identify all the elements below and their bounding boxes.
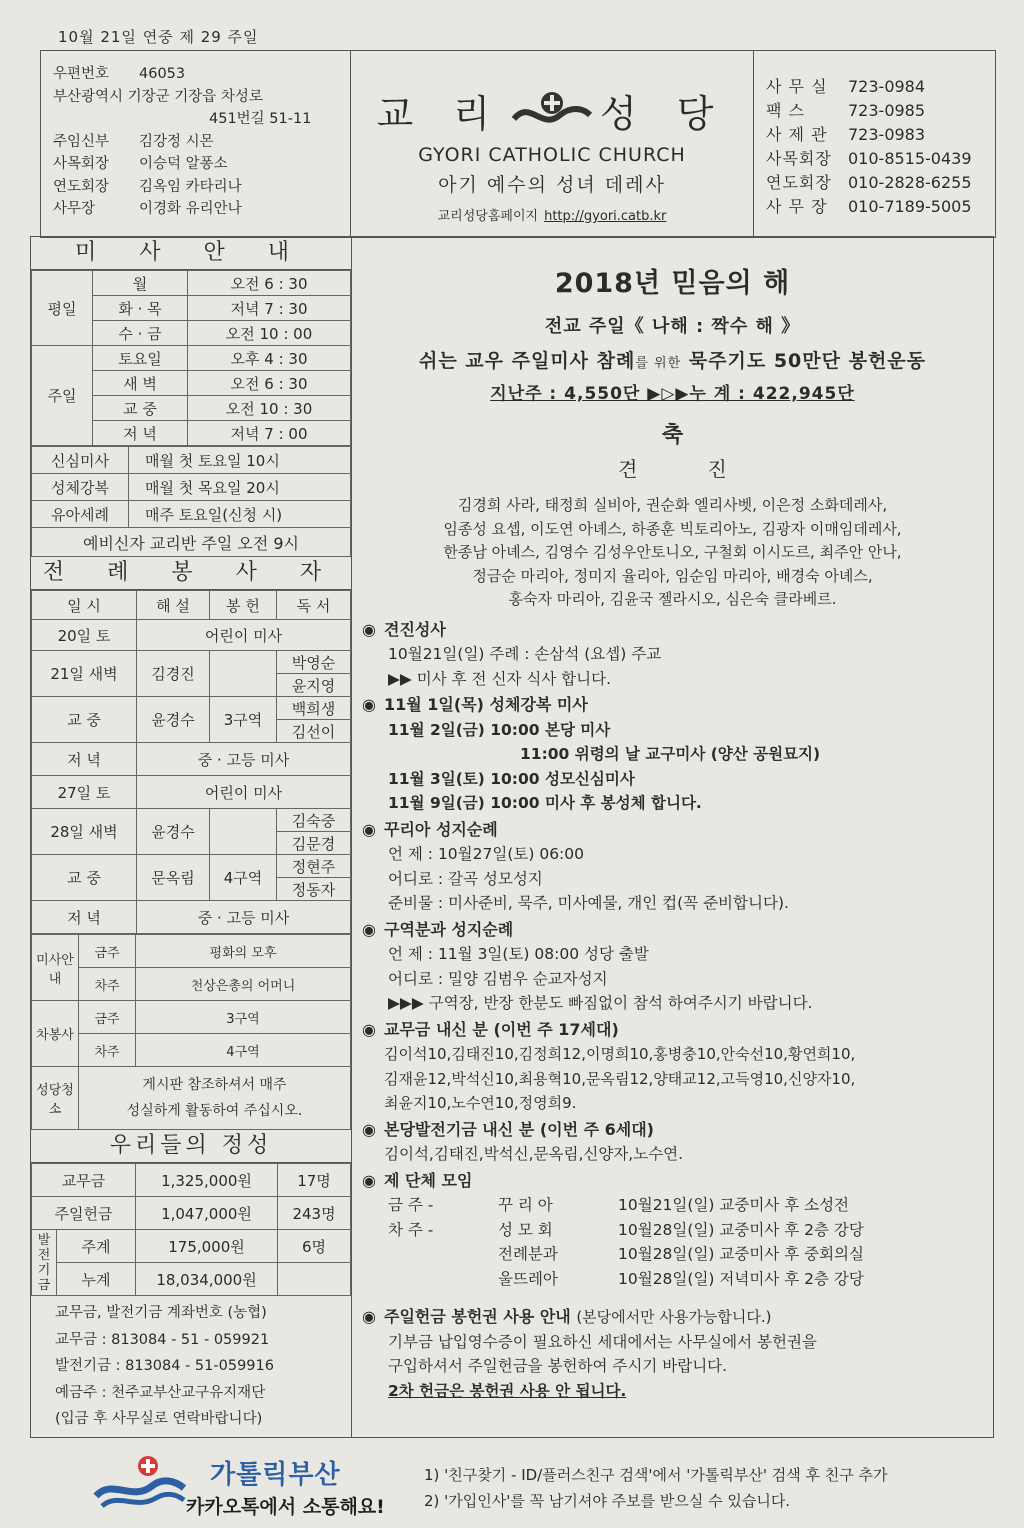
offering-count: 6명 <box>278 1230 351 1263</box>
parish-info <box>41 51 351 237</box>
servers-reader: 윤지영 <box>277 674 351 697</box>
church-clean-label: 성당청소 <box>32 1067 79 1130</box>
offering-key: 누계 <box>57 1263 136 1296</box>
congrats-word: 견진 <box>618 457 797 481</box>
homepage-link[interactable]: http://gyori.catb.kr <box>544 209 667 224</box>
contact-key: 연도회장 <box>766 173 832 192</box>
servers-offertory <box>210 809 277 855</box>
mass-time: 저녁 7 : 30 <box>188 296 351 321</box>
info-value: 김옥임 카타리나 <box>139 178 242 195</box>
bullet-icon: ◉ <box>362 619 376 639</box>
servers-reader: 김숙중 <box>277 809 351 832</box>
offering-count: 17명 <box>278 1164 351 1197</box>
catholic-busan-logo-icon <box>92 1452 188 1512</box>
meeting-time: 10월28일(일) 교중미사 후 2층 강당 <box>618 1220 864 1239</box>
bullet-icon: ◉ <box>362 1119 376 1139</box>
announcement-title: 11월 1일(목) 성체강복 미사 <box>384 695 588 714</box>
names-line: 임종성 요셉, 이도연 아녜스, 하종훈 빅토리아노, 김광자 이매임데레사, <box>443 519 902 538</box>
servers-header: 독 서 <box>277 591 351 620</box>
duty-value: 3구역 <box>136 1001 351 1034</box>
contact-numbers <box>754 51 995 237</box>
meeting-group: 전례분과 <box>498 1245 558 1263</box>
mass-time: 오전 10 : 30 <box>188 396 351 421</box>
meeting-group: 울뜨레아 <box>498 1269 558 1288</box>
main-title: 2018년 믿음의 해 <box>554 268 791 299</box>
meeting-row <box>362 1193 993 1218</box>
announcement-line: 11:00 위령의 날 교구미사 (양산 공원묘지) <box>520 745 821 763</box>
footer-note: 2) '가입인사'를 꼭 남기셔야 주보를 받으실 수 있습니다. <box>424 1492 791 1510</box>
footer-subtitle: 카카오톡에서 소통해요! <box>186 1496 385 1518</box>
announcement <box>362 818 993 916</box>
contact-key: 사 무 실 <box>766 77 828 96</box>
contact-key: 팩 스 <box>766 101 805 120</box>
weekday-label: 평일 <box>32 271 93 346</box>
servers-reader: 박영순 <box>277 651 351 674</box>
info-value: 이경화 유리안나 <box>139 201 242 217</box>
mass-day: 월 <box>93 271 188 296</box>
offering-table <box>31 1163 351 1296</box>
names-line: 정금순 마리아, 정미지 율리아, 임순임 마리아, 배경숙 아녜스, <box>472 566 873 585</box>
offering-key: 주일헌금 <box>32 1197 136 1230</box>
church-logo <box>351 83 753 138</box>
servers-note: 어린이 미사 <box>137 620 351 651</box>
info-key: 사목회장 <box>53 156 110 172</box>
meeting-group: 꾸 리 아 <box>498 1196 553 1214</box>
servers-commentator: 김경진 <box>137 651 210 697</box>
bulletin-date: 10월 21일 연중 제 29 주일 <box>58 28 259 46</box>
meeting-row <box>362 1218 993 1243</box>
sunday-label: 주일 <box>32 346 93 446</box>
announcement-line: 10월21일(일) 주례 : 손삼석 (요셉) 주교 <box>388 645 662 663</box>
account-line: 발전기금 : 813084 - 51-059916 <box>55 1358 274 1374</box>
mission-sunday: 전교 주일《 나해 : 짝수 해 》 <box>544 316 801 337</box>
contact-value: 010-8515-0439 <box>848 149 972 168</box>
mass-time: 저녁 7 : 00 <box>188 421 351 446</box>
meeting-time: 10월28일(일) 저녁미사 후 2층 강당 <box>618 1269 864 1288</box>
servers-header: 해 설 <box>137 591 210 620</box>
announcement <box>362 918 993 1016</box>
duty-key: 차주 <box>79 968 136 1001</box>
announcement-title-note: (본당에서만 사용가능합니다.) <box>576 1308 772 1326</box>
extra-value: 매월 첫 목요일 20시 <box>129 474 351 501</box>
church-logo-block <box>351 51 754 237</box>
rosary-count: 지난주 : 4,550단 ▶▷▶누 계 : 422,945단 <box>490 384 855 404</box>
right-column <box>352 236 994 1438</box>
meeting-time: 10월21일(일) 교중미사 후 소성전 <box>618 1196 850 1214</box>
meeting-row <box>362 1242 993 1267</box>
announcement-line: 2차 헌금은 봉헌권 사용 안 됩니다. <box>388 1381 627 1400</box>
church-patron: 아기 예수의 성녀 데레사 <box>438 174 666 196</box>
logo-text-left: 교 리 <box>376 92 504 136</box>
church-clean-line: 게시판 참조하셔서 매주 <box>142 1077 287 1093</box>
mass-extra-table <box>31 446 351 557</box>
congrats-char: 축 <box>661 423 684 448</box>
mass-day: 교 중 <box>93 396 188 421</box>
footer <box>0 1438 1024 1528</box>
mass-time: 오전 10 : 00 <box>188 321 351 346</box>
servers-reader: 정현주 <box>277 855 351 878</box>
servers-reader: 백희생 <box>277 697 351 720</box>
info-value: 부산광역시 기장군 기장읍 차성로 <box>53 88 263 105</box>
offering-key: 주계 <box>57 1230 136 1263</box>
church-english-name: GYORI CATHOLIC CHURCH <box>418 144 686 166</box>
info-value: 이승덕 알퐁소 <box>139 156 228 172</box>
info-key: 주임신부 <box>53 133 110 150</box>
account-line: 교무금 : 813084 - 51 - 059921 <box>55 1331 270 1348</box>
announcement-line: 언 제 : 10월27일(토) 06:00 <box>388 845 585 863</box>
servers-commentator: 윤경수 <box>137 697 210 743</box>
announcement-title: 꾸리아 성지순례 <box>384 819 498 839</box>
servers-reader: 김문경 <box>277 832 351 855</box>
offering-count <box>278 1263 351 1296</box>
header <box>40 50 996 238</box>
bullet-icon: ◉ <box>362 1170 376 1190</box>
homepage-label: 교리성당홈페이지 <box>437 209 539 224</box>
duty-key: 금주 <box>79 1001 136 1034</box>
confirmation-congrats <box>352 418 993 482</box>
mass-schedule-table <box>31 270 351 446</box>
servers-title: 전 례 봉 사 자 <box>31 557 351 590</box>
info-value: 451번길 51-11 <box>209 111 312 127</box>
mass-time: 오후 4 : 30 <box>188 346 351 371</box>
announcement-line: 준비물 : 미사준비, 묵주, 미사예물, 개인 컵(꼭 준비합니다). <box>388 894 789 912</box>
announcement-title: 교무금 내신 분 (이번 주 17세대) <box>384 1019 619 1039</box>
announcement <box>362 1018 993 1116</box>
cleaning-label: 차봉사 <box>32 1001 79 1067</box>
contact-key: 사 제 관 <box>766 125 828 144</box>
offering-title: 우리들의 정성 <box>31 1130 351 1163</box>
offering-amount: 18,034,000원 <box>136 1263 278 1296</box>
announcement-title: 본당발전기금 내신 분 (이번 주 6세대) <box>384 1119 654 1139</box>
announcement <box>362 618 993 692</box>
duty-key: 금주 <box>79 935 136 968</box>
servers-table <box>31 590 351 934</box>
announcement-line: 어디로 : 갈곡 성모성지 <box>388 869 543 888</box>
contact-key: 사목회장 <box>766 149 832 168</box>
homepage <box>351 205 753 224</box>
bullet-icon: ◉ <box>362 1307 376 1326</box>
duty-value: 평화의 모후 <box>136 935 351 968</box>
servers-reader: 정동자 <box>277 878 351 901</box>
servers-date: 저 녁 <box>32 901 137 934</box>
extra-value: 매월 첫 토요일 10시 <box>129 447 351 474</box>
extra-key: 성체강복 <box>32 474 129 501</box>
servers-header: 일 시 <box>32 591 137 620</box>
meeting-group: 성 모 회 <box>498 1220 553 1239</box>
announcement-line: 구입하셔서 주일헌금을 봉헌하여 주시기 바랍니다. <box>388 1357 728 1375</box>
bullet-icon: ◉ <box>362 819 376 839</box>
mass-day: 화 · 목 <box>93 296 188 321</box>
account-info <box>31 1296 351 1433</box>
meeting-time: 10월28일(일) 교중미사 후 중회의실 <box>618 1245 864 1263</box>
contact-value: 723-0983 <box>848 125 926 144</box>
logo-text-right: 성 당 <box>600 92 728 136</box>
extra-value: 매주 토요일(신청 시) <box>129 501 351 528</box>
rosary-campaign-part: 를 위한 <box>635 356 682 371</box>
rosary-campaign <box>352 346 993 373</box>
announcement-line: 11월 2일(금) 10:00 본당 미사 <box>388 720 611 739</box>
duty-table <box>31 934 351 1130</box>
contact-value: 010-7189-5005 <box>848 197 972 216</box>
announcement-title: 구역분과 성지순례 <box>384 919 514 939</box>
mass-guide-label: 미사안내 <box>32 935 79 1001</box>
announcement-title: 제 단체 모임 <box>384 1170 473 1190</box>
servers-note: 중 · 고등 미사 <box>137 901 351 934</box>
announcement <box>362 1305 993 1403</box>
servers-date: 교 중 <box>32 697 137 743</box>
announcement-line: 언 제 : 11월 3일(토) 08:00 성당 출발 <box>388 945 649 963</box>
footer-note: 1) '친구찾기 - ID/플러스친구 검색'에서 '가톨릭부산' 검색 후 친구 추가 <box>424 1466 888 1484</box>
announcement-line: 김이석,김태진,박석신,문옥림,신양자,노수연. <box>384 1145 684 1163</box>
account-holder: 예금주 : 천주교부산교구유지재단 <box>55 1384 266 1401</box>
announcement-line: ▶▶▶ 구역장, 반장 한분도 빠짐없이 참석 하여주시기 바랍니다. <box>388 994 813 1012</box>
servers-date: 20일 토 <box>32 620 137 651</box>
servers-note: 어린이 미사 <box>137 776 351 809</box>
duty-key: 차주 <box>79 1034 136 1067</box>
mass-schedule-title: 미 사 안 내 <box>31 237 351 270</box>
announcement <box>362 1118 993 1167</box>
announcement-line: ▶▶ 미사 후 전 신자 식사 합니다. <box>388 669 612 688</box>
mass-day: 새 벽 <box>93 371 188 396</box>
rosary-campaign-part: 묵주기도 50만단 봉헌운동 <box>688 350 927 372</box>
offering-count: 243명 <box>278 1197 351 1230</box>
info-value: 46053 <box>139 66 186 82</box>
bullet-icon: ◉ <box>362 919 376 939</box>
rosary-campaign-part: 쉬는 교우 주일미사 참례 <box>418 350 636 372</box>
meeting-week: 차 주 - <box>388 1220 434 1239</box>
announcement <box>362 1169 993 1292</box>
announcement-line: 최윤지10,노수연10,정영희9. <box>384 1094 577 1112</box>
bullet-icon: ◉ <box>362 1019 376 1039</box>
mass-day: 토요일 <box>93 346 188 371</box>
servers-commentator: 윤경수 <box>137 809 210 855</box>
servers-date: 저 녁 <box>32 743 137 776</box>
offering-amount: 175,000원 <box>136 1230 278 1263</box>
mass-day: 저 녁 <box>93 421 188 446</box>
announcement <box>362 693 993 816</box>
servers-reader: 김선이 <box>277 720 351 743</box>
duty-value: 4구역 <box>136 1034 351 1067</box>
offering-amount: 1,047,000원 <box>136 1197 278 1230</box>
meeting-row <box>362 1267 993 1292</box>
account-title: 교무금, 발전기금 계좌번호 (농협) <box>55 1305 267 1321</box>
announcements <box>362 618 993 1404</box>
wave-cross-icon <box>512 89 592 133</box>
announcement-line: 기부금 납입영수증이 필요하신 세대에서는 사무실에서 봉헌권을 <box>388 1332 817 1351</box>
info-key: 우편번호 <box>53 66 110 82</box>
mass-time: 오전 6 : 30 <box>188 371 351 396</box>
names-line: 홍숙자 마리아, 김윤국 젤라시오, 심은숙 클라베르. <box>508 590 837 608</box>
dev-fund-label: 발전기금 <box>32 1230 57 1296</box>
announcement-title: 주일헌금 봉헌권 사용 안내 <box>384 1307 571 1326</box>
announcement-line: 김재윤12,박석신10,최용혁10,문옥림12,양태교12,고득영10,신양자10, <box>384 1069 856 1088</box>
meeting-week: 금 주 - <box>388 1196 434 1214</box>
announcement-line: 김이석10,김태진10,김정희12,이명희10,홍병충10,안숙선10,황연희10, <box>384 1045 856 1063</box>
announcement-line: 11월 3일(토) 10:00 성모신심미사 <box>388 769 635 788</box>
servers-offertory <box>210 651 277 697</box>
bullet-icon: ◉ <box>362 695 376 714</box>
contact-key: 사 무 장 <box>766 197 828 216</box>
servers-date: 27일 토 <box>32 776 137 809</box>
mass-time: 오전 6 : 30 <box>188 271 351 296</box>
announcement-title: 견진성사 <box>384 619 446 639</box>
extra-key: 신심미사 <box>32 447 129 474</box>
announcement-line: 어디로 : 밀양 김범우 순교자성지 <box>388 969 608 988</box>
contact-value: 723-0985 <box>848 101 926 120</box>
offering-amount: 1,325,000원 <box>136 1164 278 1197</box>
servers-note: 중 · 고등 미사 <box>137 743 351 776</box>
announcement-line: 11월 9일(금) 10:00 미사 후 봉성체 합니다. <box>388 794 702 812</box>
servers-header: 봉 헌 <box>210 591 277 620</box>
footer-notes <box>424 1462 888 1514</box>
left-column <box>30 236 352 1438</box>
contact-value: 723-0984 <box>848 77 926 96</box>
info-key: 사무장 <box>53 201 96 217</box>
account-note: (입금 후 사무실로 연락바랍니다) <box>55 1411 263 1427</box>
confirmation-names <box>366 494 979 612</box>
church-clean-line: 성실하게 활동하여 주십시오. <box>126 1103 303 1119</box>
servers-commentator: 문옥림 <box>137 855 210 901</box>
footer-title: 가톨릭부산 <box>210 1460 341 1490</box>
names-line: 김경희 사라, 태정희 실비아, 권순화 엘리사벳, 이은정 소화데레사, <box>457 496 888 514</box>
mass-day: 수 · 금 <box>93 321 188 346</box>
duty-value: 천상은총의 어머니 <box>136 968 351 1001</box>
servers-date: 28일 새벽 <box>32 809 137 855</box>
info-value: 김강정 시몬 <box>139 133 214 150</box>
servers-date: 교 중 <box>32 855 137 901</box>
servers-offertory: 3구역 <box>210 697 277 743</box>
info-key: 연도회장 <box>53 178 110 195</box>
names-line: 한종남 아녜스, 김영수 김성우안토니오, 구철회 이시도르, 최주안 안나, <box>443 543 902 561</box>
extra-key: 유아세례 <box>32 501 129 528</box>
catechumen-class: 예비신자 교리반 주일 오전 9시 <box>32 528 351 557</box>
offering-key: 교무금 <box>32 1164 136 1197</box>
contact-value: 010-2828-6255 <box>848 173 972 192</box>
servers-offertory: 4구역 <box>210 855 277 901</box>
church-clean-text <box>79 1067 351 1130</box>
servers-date: 21일 새벽 <box>32 651 137 697</box>
